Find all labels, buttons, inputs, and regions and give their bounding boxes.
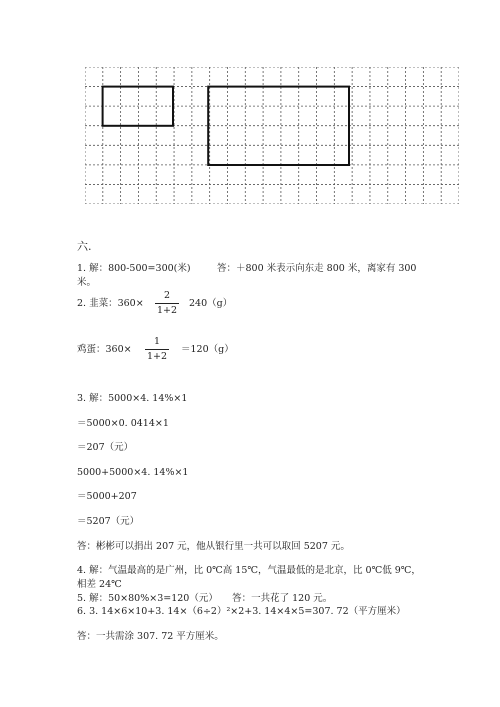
q4-solution-continued: 相差 24℃ <box>77 579 122 590</box>
q3-step-2: ＝5000×0. 0414×1 <box>77 418 169 429</box>
q3-step-4: 5000+5000×4. 14%×1 <box>77 467 189 478</box>
q6-answer: 答：一共需涂 307. 72 平方厘米。 <box>77 631 224 642</box>
q2-egg-result: ＝120（g） <box>181 344 234 355</box>
q2-egg-fraction <box>145 336 169 363</box>
q1-answer-continued: 米。 <box>77 277 97 288</box>
q3-step-3: ＝207（元） <box>77 442 134 453</box>
q1-solution: 1. 解：800-500=300(米) <box>77 263 191 274</box>
q6-solution: 6. 3. 14×6×10+3. 14×（6÷2）²×2+3. 14×4×5=307. 72（平方厘米） <box>77 606 406 617</box>
fraction-bar <box>155 303 179 304</box>
q2-egg-prefix: 鸡蛋：360× <box>77 344 132 355</box>
q2-leek-prefix: 2. 韭菜：360× <box>77 298 144 309</box>
section-heading: 六. <box>77 240 92 253</box>
fraction-bar <box>145 349 169 350</box>
q3-step-6: ＝5207（元） <box>77 516 140 527</box>
q1-answer: 答：＋800 米表示向东走 800 米，离家有 300 <box>217 263 417 274</box>
dotted-grid-figure <box>85 67 459 204</box>
fraction-numerator: 1 <box>153 336 161 347</box>
fraction-numerator: 2 <box>163 290 171 301</box>
q2-leek-result: 240（g） <box>189 298 233 309</box>
q3-answer: 答：彬彬可以捐出 207 元，他从银行里一共可以取回 5207 元。 <box>77 541 350 552</box>
q3-step-5: ＝5000+207 <box>77 491 137 502</box>
q4-solution: 4. 解：气温最高的是广州，比 0℃高 15℃，气温最低的是北京，比 0℃低 9℃， <box>77 565 421 576</box>
q3-step-1: 3. 解：5000×4. 14%×1 <box>77 393 188 404</box>
fraction-denominator: 1+2 <box>146 351 168 362</box>
q5-solution: 5. 解：50×80%×3=120（元） 答：一共花了 120 元。 <box>77 593 333 604</box>
fraction-denominator: 1+2 <box>156 305 178 316</box>
q2-leek-fraction <box>155 290 179 317</box>
